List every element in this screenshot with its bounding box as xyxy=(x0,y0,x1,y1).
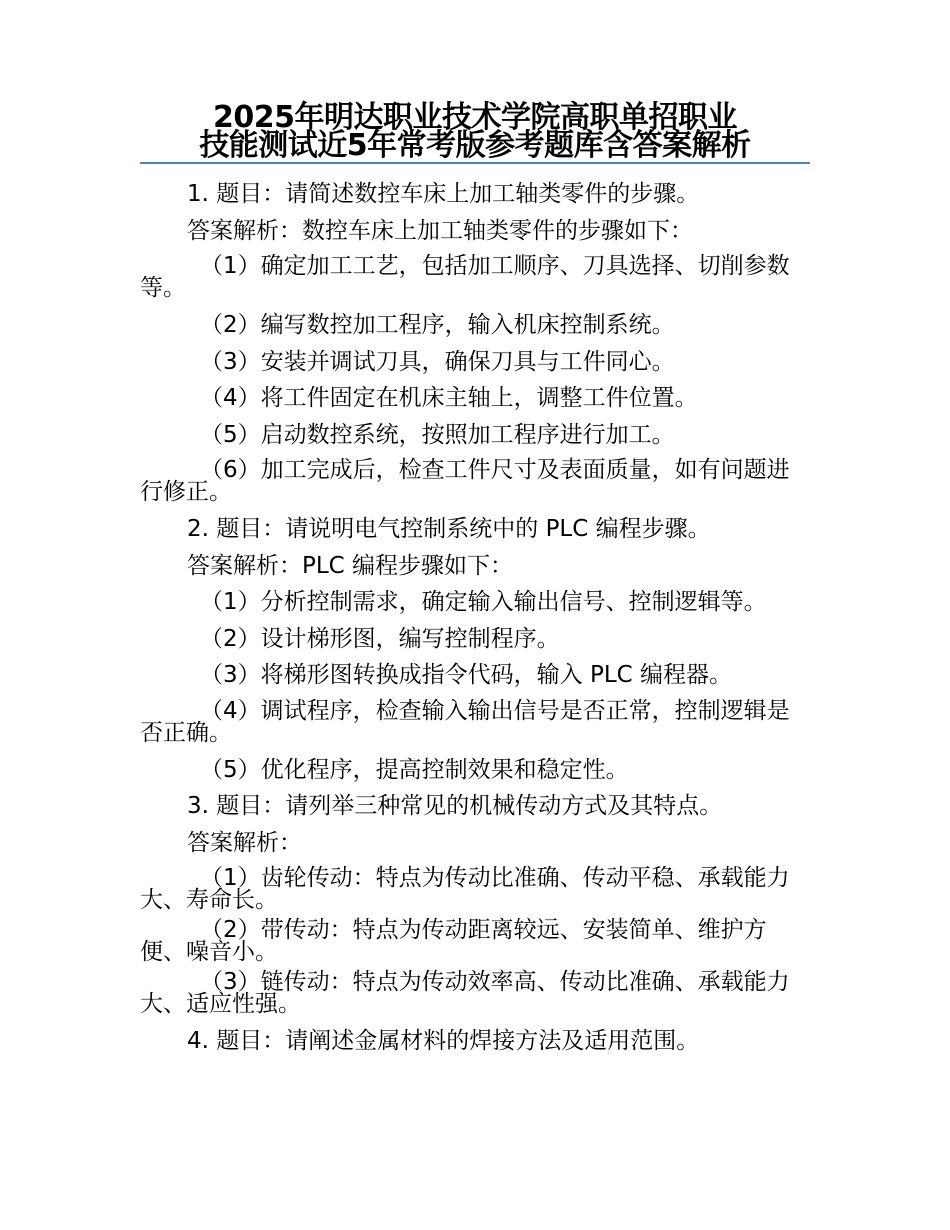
answer-intro-1: 答案解析：数控车床上加工轴类零件的步骤如下： xyxy=(187,217,693,244)
answer-2-item-1: （1）分析控制需求，确定输入输出信号、控制逻辑等。 xyxy=(200,589,767,615)
answer-2-item-5: （5）优化程序，提高控制效果和稳定性。 xyxy=(200,756,629,783)
answer-1-item-6: （6）加工完成后，检查工件尺寸及表面质量，如有问题进行修正。 xyxy=(140,457,790,505)
answer-2-item-4: （4）调试程序，检查输入输出信号是否正常，控制逻辑是否正确。 xyxy=(140,697,790,746)
question-1: 1. 题目：请简述数控车床上加工轴类零件的步骤。 xyxy=(187,181,700,207)
question-3: 3. 题目：请列举三种常见的机械传动方式及其特点。 xyxy=(187,793,723,819)
answer-1-item-2: （2）编写数控加工程序，输入机床控制系统。 xyxy=(200,312,675,338)
answer-1-item-4: （4）将工件固定在机床主轴上，调整工件位置。 xyxy=(200,385,698,411)
answer-3-item-2: （2）带传动：特点为传动距离较远、安装简单、维护方便、噪音小。 xyxy=(140,917,767,965)
answer-1-item-3: （3）安装并调试刀具，确保刀具与工件同心。 xyxy=(200,348,675,375)
answer-1-item-5: （5）启动数控系统，按照加工程序进行加工。 xyxy=(200,421,675,448)
answer-intro-3: 答案解析： xyxy=(187,829,302,856)
question-2: 2. 题目：请说明电气控制系统中的 PLC 编程步骤。 xyxy=(187,516,711,542)
answer-3-item-3: （3）链传动：特点为传动效率高、传动比准确、承载能力大、适应性强。 xyxy=(140,969,790,1017)
document-title xyxy=(140,100,810,164)
document-body xyxy=(140,176,805,1060)
answer-3-item-1: （1）齿轮传动：特点为传动比准确、传动平稳、承载能力大、寿命长。 xyxy=(140,865,790,913)
title-line-1: 2025年明达职业技术学院高职单招职业 xyxy=(213,100,737,135)
answer-intro-2: 答案解析：PLC 编程步骤如下： xyxy=(187,552,514,579)
answer-2-item-3: （3）将梯形图转换成指令代码，输入 PLC 编程器。 xyxy=(200,662,732,688)
answer-2-item-2: （2）设计梯形图，编写控制程序。 xyxy=(200,625,560,652)
answer-1-item-1: （1）确定加工工艺，包括加工顺序、刀具选择、切削参数等。 xyxy=(140,253,790,301)
title-line-2: 技能测试近5年常考版参考题库含答案解析 xyxy=(199,128,751,163)
question-4: 4. 题目：请阐述金属材料的焊接方法及适用范围。 xyxy=(187,1028,700,1054)
